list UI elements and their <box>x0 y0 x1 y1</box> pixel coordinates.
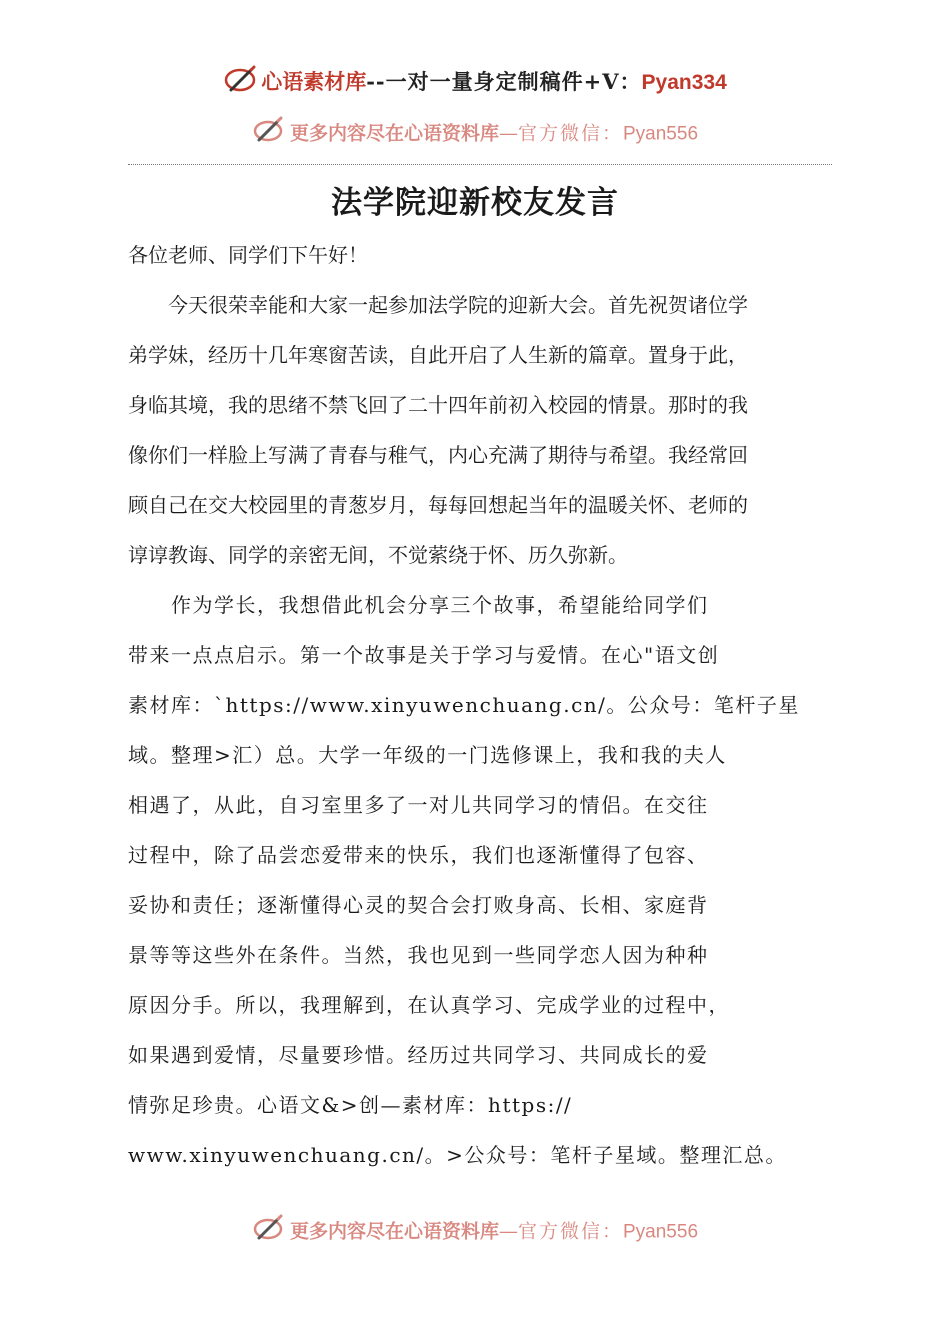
banner-slogan: 更多内容尽在心语资料库 <box>289 122 499 145</box>
header-brand: 心语素材库 <box>261 69 367 94</box>
banner-wechat-label: 官方微信： <box>517 122 623 145</box>
paragraph-line: 过程中，除了品尝恋爱带来的快乐，我们也逐渐懂得了包容、 <box>128 843 709 867</box>
paragraph-line: 顾自己在交大校园里的青葱岁月，每每回想起当年的温暖关怀、老师的 <box>128 493 748 517</box>
top-header <box>0 64 950 103</box>
paragraph-line: 域。整理>汇）总。大学一年级的一门选修课上，我和我的夫人 <box>128 743 727 767</box>
pen-logo-icon <box>252 1214 286 1251</box>
banner-slogan: 更多内容尽在心语资料库 <box>289 1220 499 1243</box>
header-divider <box>128 164 832 165</box>
paragraph-line: 弟学妹，经历十几年寒窗苦读，自此开启了人生新的篇章。置身于此， <box>128 343 748 367</box>
paragraph-line: 作为学长，我想借此机会分享三个故事，希望能给同学们 <box>128 593 709 617</box>
paragraph-line: 素材库：`https://www.xinyuwenchuang.cn/。公众号：笔杆子星 <box>128 693 800 717</box>
greeting: 各位老师、同学们下午好！ <box>128 243 368 267</box>
paragraph-line: 带来一点点启示。第一个故事是关于学习与爱情。在心"语文创 <box>128 643 720 667</box>
paragraph-line: 今天很荣幸能和大家一起参加法学院的迎新大会。首先祝贺诸位学 <box>128 293 748 317</box>
document-title: 法学院迎新校友发言 <box>331 185 619 221</box>
banner-wechat-label: 官方微信： <box>517 1220 623 1243</box>
header-contact-id: Pyan334 <box>641 71 727 94</box>
banner-dash: — <box>498 122 518 145</box>
header-text: --一对一量身定制稿件+V： <box>366 69 642 94</box>
paragraph-line: 妥协和责任；逐渐懂得心灵的契合会打败身高、长相、家庭背 <box>128 893 709 917</box>
pen-logo-icon <box>252 116 286 153</box>
banner-wechat-id: Pyan556 <box>623 123 699 145</box>
paragraph-line: 谆谆教诲、同学的亲密无间，不觉萦绕于怀、历久弥新。 <box>128 543 628 567</box>
banner-dash: — <box>498 1220 518 1243</box>
paragraph-line: 身临其境，我的思绪不禁飞回了二十四年前初入校园的情景。那时的我 <box>128 393 748 417</box>
paragraph-line: 相遇了，从此，自习室里多了一对儿共同学习的情侣。在交往 <box>128 793 709 817</box>
paragraph-2 <box>128 580 832 1180</box>
paragraph-line: 如果遇到爱情，尽量要珍惜。经历过共同学习、共同成长的爱 <box>128 1043 709 1067</box>
paragraph-line: 景等等这些外在条件。当然，我也见到一些同学恋人因为种种 <box>128 943 709 967</box>
paragraph-line: 像你们一样脸上写满了青春与稚气，内心充满了期待与希望。我经常回 <box>128 443 748 467</box>
banner-wechat-id: Pyan556 <box>623 1221 699 1243</box>
bottom-banner <box>0 1214 950 1251</box>
paragraph-line: 情弥足珍贵。心语文&>创—素材库：https:// <box>128 1093 573 1117</box>
paragraph-1 <box>128 280 832 580</box>
pen-logo-icon <box>223 64 259 103</box>
paragraph-line: 原因分手。所以，我理解到，在认真学习、完成学业的过程中， <box>128 993 730 1017</box>
paragraph-line: www.xinyuwenchuang.cn/。>公众号：笔杆子星域。整理汇总。 <box>128 1143 787 1167</box>
top-banner <box>0 116 950 153</box>
